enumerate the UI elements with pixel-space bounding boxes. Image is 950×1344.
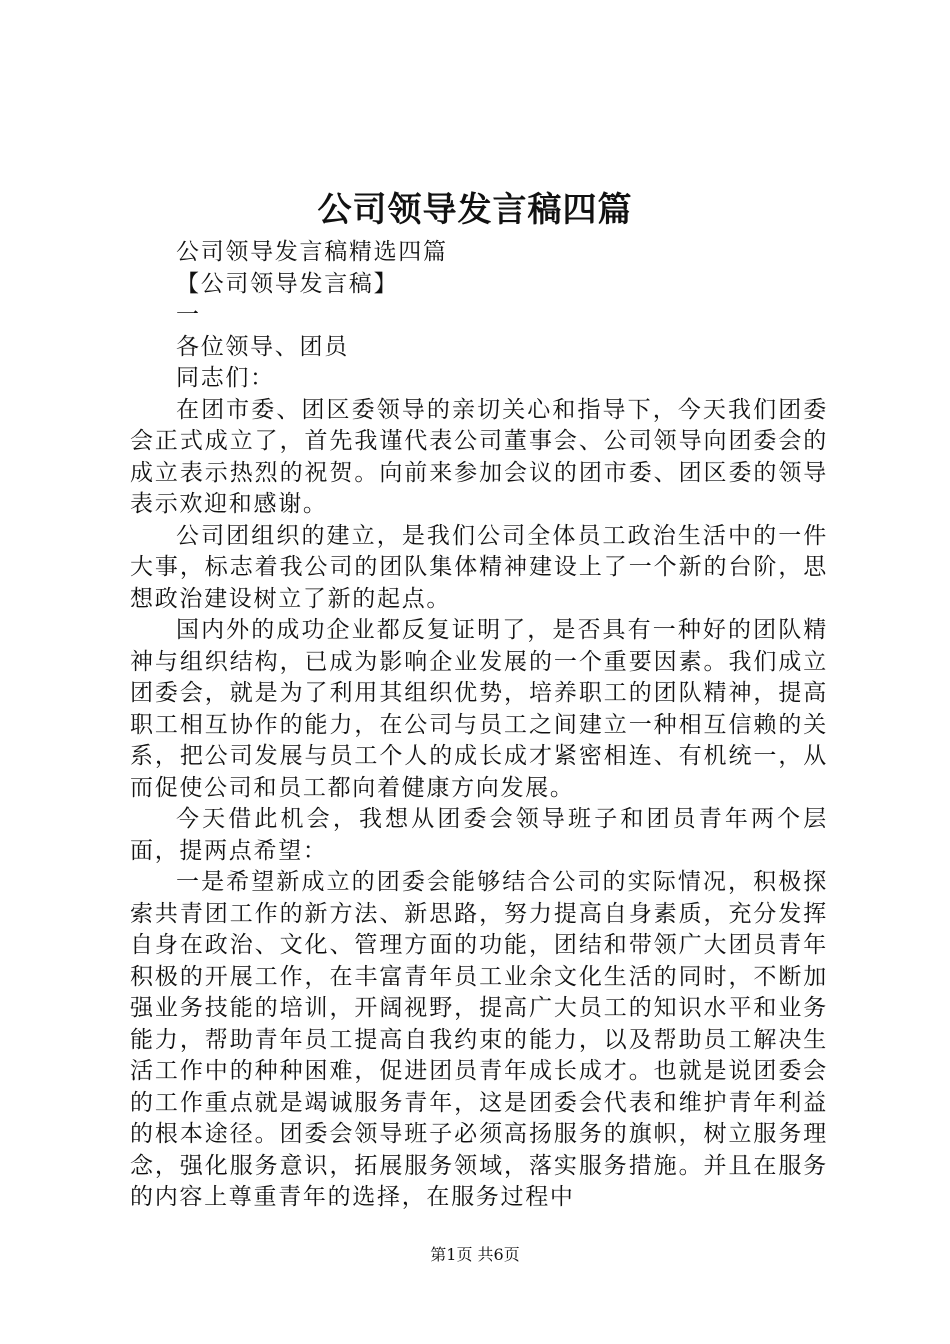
document-body [130,237,828,1214]
paragraph-body: 公司团组织的建立，是我们公司全体员工政治生活中的一件大事，标志着我公司的团队集体精神建设上了一个新的台阶，思想政治建设树立了新的起点。 [130,522,828,612]
paragraph-section-number: 一 [176,302,201,328]
paragraph-salutation-2: 同志们： [176,365,275,391]
paragraph-body: 一是希望新成立的团委会能够结合公司的实际情况，积极探索共青团工作的新方法、新思路，努力提高自身素质，充分发挥自身在政治、文化、管理方面的功能，团结和带领广大团员青年积极的开展工作，在丰富青年员工业余文化生活的同时，不断加强业务技能的培训，开阔视野，提高广大员工的知识水平和业务能力，帮助青年员工提高自我约束的能力，以及帮助员工解决生活工作中的种种困难，促进团员青年成长成才。也就是说团委会的工作重点就是竭诚服务青年，这是团委会代表和维护青年利益的根本途径。团委会领导班子必须高扬服务的旗帜，树立服务理念，强化服务意识，拓展服务领域，落实服务措施。并且在服务的内容上尊重青年的选择，在服务过程中 [130,869,828,1210]
paragraph-body: 国内外的成功企业都反复证明了，是否具有一种好的团队精神与组织结构，已成为影响企业发展的一个重要因素。我们成立团委会，就是为了利用其组织优势，培养职工的团队精神，提高职工相互协作的能力，在公司与员工之间建立一种相互信赖的关系，把公司发展与员工个人的成长成才紧密相连、有机统一，从而促使公司和员工都向着健康方向发展。 [130,617,828,801]
paragraph-subtitle: 公司领导发言稿精选四篇 [176,239,448,265]
paragraph-heading: 【公司领导发言稿】 [176,270,399,297]
page-footer: 第1页 共6页 [430,1245,520,1264]
paragraph-salutation-1: 各位领导、团员 [176,333,349,360]
paragraph-body: 今天借此机会，我想从团委会领导班子和团员青年两个层面，提两点希望： [130,806,828,864]
document-title: 公司领导发言稿四篇 [317,190,633,230]
paragraph-body: 在团市委、团区委领导的亲切关心和指导下，今天我们团委会正式成立了，首先我谨代表公司董事会、公司领导向团委会的成立表示热烈的祝贺。向前来参加会议的团市委、团区委的领导表示欢迎和感谢。 [130,396,828,517]
